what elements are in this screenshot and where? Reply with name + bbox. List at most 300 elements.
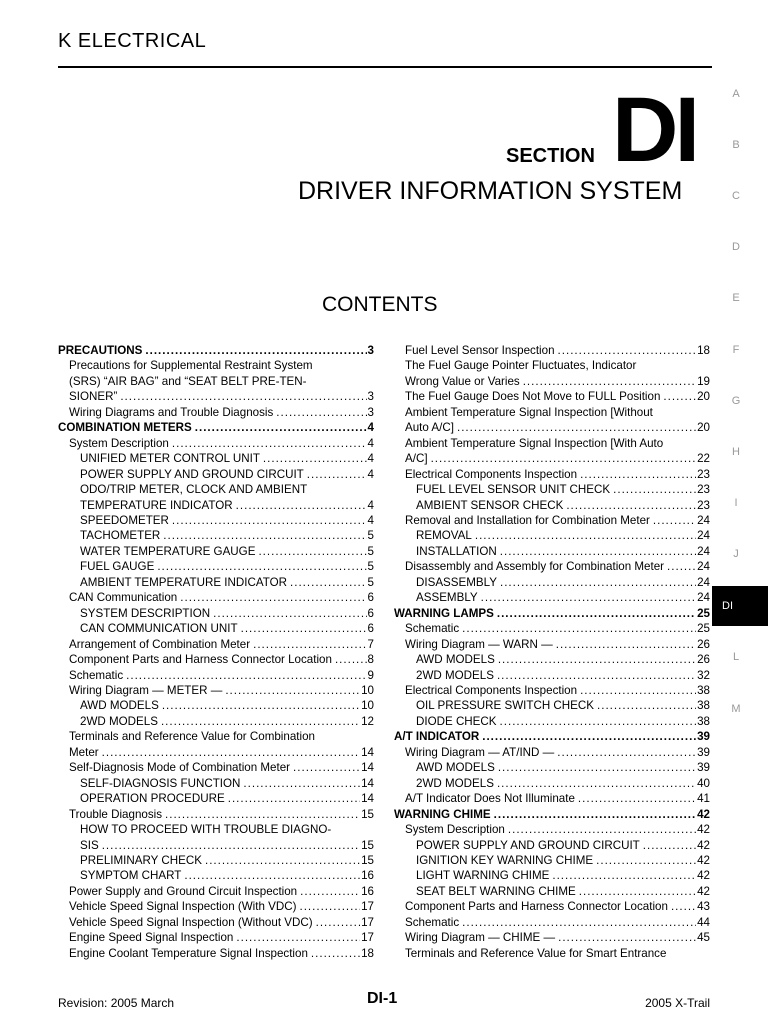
toc-entry-page: 25	[697, 606, 710, 620]
toc-entry-page: 42	[697, 853, 710, 867]
side-index	[723, 0, 753, 1024]
toc-entry-title: PRELIMINARY CHECK	[80, 853, 202, 867]
toc-entry-page: 15	[361, 807, 374, 821]
toc-entry[interactable]	[58, 575, 374, 590]
toc-leader-dots	[162, 698, 360, 713]
toc-entry-page: 16	[361, 884, 374, 898]
toc-entry-title: WARNING CHIME	[394, 807, 491, 821]
toc-leader-dots	[172, 436, 367, 451]
toc-entry-title: OIL PRESSURE SWITCH CHECK	[416, 699, 595, 713]
toc-leader-dots	[580, 467, 696, 482]
toc-leader-dots	[120, 389, 366, 404]
toc-leader-dots	[205, 853, 360, 868]
toc-entry[interactable]	[58, 807, 374, 822]
toc-leader-dots	[523, 374, 696, 389]
toc-leader-dots	[497, 776, 696, 791]
section-code: DI	[612, 79, 696, 181]
toc-entry[interactable]	[394, 575, 710, 590]
toc-entry[interactable]	[394, 451, 710, 466]
toc-entry[interactable]	[394, 899, 710, 914]
toc-entry[interactable]	[394, 637, 710, 652]
toc-leader-dots	[566, 498, 696, 513]
toc-leader-dots	[667, 559, 696, 574]
toc-entry-page: 23	[697, 467, 710, 481]
toc-section-entry[interactable]	[394, 807, 710, 822]
toc-entry-title: Fuel Level Sensor Inspection	[405, 344, 555, 357]
toc-entry-title: TACHOMETER	[80, 529, 161, 543]
toc-entry-page: 15	[361, 853, 374, 867]
toc-entry-page: 18	[361, 946, 374, 960]
toc-entry[interactable]	[394, 822, 710, 837]
toc-entry-line: Ambient Temperature Signal Inspection [Without	[405, 405, 653, 419]
toc-entry[interactable]	[394, 420, 710, 435]
toc-entry[interactable]	[58, 868, 374, 883]
toc-entry-line: The Fuel Gauge Pointer Fluctuates, Indicator	[405, 359, 637, 373]
toc-entry[interactable]	[394, 498, 710, 513]
toc-entry-title: Schematic	[405, 622, 460, 636]
toc-entry-line: (SRS) “AIR BAG” and “SEAT BELT PRE-TEN-	[69, 374, 307, 388]
contents-heading: CONTENTS	[322, 293, 438, 316]
toc-entry-title: DISASSEMBLY	[416, 575, 497, 589]
toc-entry[interactable]	[394, 838, 710, 853]
side-index-letter-h[interactable]: H	[732, 446, 740, 458]
footer-page-number: DI-1	[367, 990, 398, 1007]
toc-entry[interactable]	[58, 853, 374, 868]
toc-entry-page: 43	[697, 900, 710, 914]
toc-entry-title: SELF-DIAGNOSIS FUNCTION	[80, 776, 241, 790]
toc-entry-page: 4	[367, 421, 374, 435]
toc-entry-page: 9	[367, 668, 374, 682]
toc-leader-dots	[462, 915, 696, 930]
toc-entry[interactable]	[58, 389, 374, 404]
toc-leader-dots	[236, 498, 367, 513]
toc-entry-title: PRECAUTIONS	[58, 344, 143, 357]
toc-entry[interactable]	[394, 791, 710, 806]
toc-entry-page: 6	[367, 591, 374, 605]
side-index-letter-e[interactable]: E	[732, 292, 740, 304]
toc-entry-page: 14	[361, 792, 374, 806]
toc-entry-page: 24	[697, 529, 710, 543]
toc-leader-dots	[145, 343, 366, 358]
toc-entry-title: CAN COMMUNICATION UNIT	[80, 622, 238, 636]
toc-entry-page: 15	[361, 838, 374, 852]
toc-entry[interactable]	[58, 838, 374, 853]
toc-leader-dots	[102, 838, 360, 853]
toc-entry-title: SYSTEM DESCRIPTION	[80, 606, 211, 620]
toc-entry-title: WARNING LAMPS	[394, 606, 494, 620]
toc-entry-title: SIONER”	[69, 390, 118, 404]
toc-entry[interactable]	[58, 606, 374, 621]
toc-entry-page: 4	[367, 467, 374, 481]
toc-leader-dots	[497, 606, 696, 621]
toc-entry[interactable]	[58, 528, 374, 543]
toc-leader-dots	[236, 930, 360, 945]
toc-leader-dots	[481, 590, 696, 605]
toc-entry-title: Electrical Components Inspection	[405, 467, 578, 481]
toc-leader-dots	[500, 714, 697, 729]
section-label: SECTION	[506, 145, 595, 167]
toc-leader-dots	[558, 930, 696, 945]
toc-entry-title: AWD MODELS	[416, 761, 495, 775]
toc-entry[interactable]	[394, 760, 710, 775]
toc-entry[interactable]	[394, 652, 710, 667]
toc-entry-title: DIODE CHECK	[416, 714, 497, 728]
toc-leader-dots	[228, 791, 360, 806]
toc-leader-dots	[500, 575, 696, 590]
toc-entry[interactable]	[58, 791, 374, 806]
toc-entry-title: Self-Diagnosis Mode of Combination Meter	[69, 761, 291, 775]
toc-entry-page: 41	[697, 792, 710, 806]
toc-right-column	[394, 343, 710, 961]
toc-entry-line: Ambient Temperature Signal Inspection [With Auto	[405, 436, 664, 450]
toc-entry-page: 5	[367, 575, 374, 589]
toc-entry-title: Wiring Diagram — WARN —	[405, 637, 553, 651]
toc-entry[interactable]	[394, 482, 710, 497]
toc-entry-title: Disassembly and Assembly for Combination Meter	[405, 560, 665, 574]
toc-section-entry[interactable]	[58, 420, 374, 435]
toc-entry-title: Arrangement of Combination Meter	[69, 637, 251, 651]
toc-leader-dots	[498, 760, 696, 775]
toc-leader-dots	[475, 528, 696, 543]
toc-entry-page: 4	[367, 436, 374, 450]
toc-entry-title: Vehicle Speed Signal Inspection (Without VDC)	[69, 915, 313, 929]
toc-entry-title: AWD MODELS	[416, 653, 495, 667]
toc-leader-dots	[300, 884, 360, 899]
toc-entry-line: Precautions for Supplemental Restraint System	[69, 359, 313, 373]
toc-section-entry[interactable]	[394, 729, 710, 744]
toc-entry[interactable]	[58, 513, 374, 528]
toc-entry-page: 24	[697, 513, 710, 527]
toc-entry-title: INSTALLATION	[416, 544, 497, 558]
toc-entry-title: Wiring Diagram — CHIME —	[405, 931, 556, 945]
toc-entry-line: HOW TO PROCEED WITH TROUBLE DIAGNO-	[80, 823, 332, 837]
toc-entry-title: Component Parts and Harness Connector Location	[69, 653, 332, 667]
toc-leader-dots	[457, 420, 696, 435]
toc-leader-dots	[225, 683, 360, 698]
toc-entry-page: 17	[361, 931, 374, 945]
toc-entry[interactable]	[58, 668, 374, 683]
toc-entry-line: ODO/TRIP METER, CLOCK AND AMBIENT	[80, 483, 308, 497]
toc-entry-title: Wrong Value or Varies	[405, 374, 520, 388]
toc-entry-title: LIGHT WARNING CHIME	[416, 869, 550, 883]
toc-entry-title: Schematic	[69, 668, 124, 682]
toc-leader-dots	[643, 838, 696, 853]
side-index-letter-i[interactable]: I	[734, 497, 738, 509]
toc-entry-title: ASSEMBLY	[416, 591, 478, 605]
toc-entry[interactable]	[58, 915, 374, 930]
toc-entry[interactable]	[394, 590, 710, 605]
toc-leader-dots	[613, 482, 696, 497]
toc-entry[interactable]	[58, 683, 374, 698]
toc-entry-page: 38	[697, 683, 710, 697]
toc-entry[interactable]	[58, 899, 374, 914]
toc-entry-page: 24	[697, 544, 710, 558]
toc-entry-title: A/T Indicator Does Not Illuminate	[405, 792, 575, 806]
toc-leader-dots	[462, 621, 696, 636]
side-index-letter-f[interactable]: F	[732, 344, 740, 356]
toc-entry-title: System Description	[405, 823, 505, 837]
toc-leader-dots	[508, 822, 696, 837]
toc-entry-title: Engine Speed Signal Inspection	[69, 931, 234, 945]
toc-entry-title: Wiring Diagram — AT/IND —	[405, 745, 555, 759]
toc-entry-title: POWER SUPPLY AND GROUND CIRCUIT	[80, 467, 304, 481]
toc-leader-dots	[580, 683, 696, 698]
toc-entry-page: 12	[361, 714, 374, 728]
toc-entry[interactable]	[394, 776, 710, 791]
toc-entry-page: 45	[697, 931, 710, 945]
toc-entry-page: 26	[697, 637, 710, 651]
toc-entry-page: 14	[361, 761, 374, 775]
toc-leader-dots	[482, 729, 696, 744]
toc-entry-title: 2WD MODELS	[80, 714, 158, 728]
toc-leader-dots	[172, 513, 367, 528]
toc-entry-page: 38	[697, 714, 710, 728]
side-index-letter-l[interactable]: L	[732, 651, 740, 663]
toc-entry-title: FUEL LEVEL SENSOR UNIT CHECK	[416, 483, 611, 497]
toc-entry-title: Meter	[69, 745, 99, 759]
toc-entry[interactable]	[394, 745, 710, 760]
toc-entry[interactable]	[394, 868, 710, 883]
toc-leader-dots	[556, 637, 696, 652]
toc-leader-dots	[316, 915, 360, 930]
toc-entry-page: 25	[697, 622, 710, 636]
toc-entry-title: Schematic	[405, 915, 460, 929]
toc-entry-line: Terminals and Reference Value for Combination	[69, 730, 315, 744]
toc-leader-dots	[500, 544, 696, 559]
toc-entry-page: 14	[361, 776, 374, 790]
toc-entry-page: 40	[697, 776, 710, 790]
toc-leader-dots	[102, 745, 360, 760]
toc-entry-page: 3	[367, 344, 374, 357]
toc-entry-title: SPEEDOMETER	[80, 513, 169, 527]
toc-entry-title: SYMPTOM CHART	[80, 869, 182, 883]
toc-entry-page: 23	[697, 498, 710, 512]
toc-leader-dots	[195, 420, 367, 435]
toc-entry[interactable]	[58, 652, 374, 667]
toc-entry-page: 14	[361, 745, 374, 759]
toc-entry-title: AMBIENT SENSOR CHECK	[416, 498, 564, 512]
toc-leader-dots	[184, 868, 360, 883]
toc-entry-page: 3	[367, 390, 374, 404]
toc-leader-dots	[552, 868, 696, 883]
toc-entry[interactable]	[394, 683, 710, 698]
toc-entry-title: SIS	[80, 838, 99, 852]
toc-entry[interactable]	[58, 451, 374, 466]
toc-leader-dots	[311, 946, 360, 961]
toc-leader-dots	[241, 621, 367, 636]
toc-entry-line: Terminals and Reference Value for Smart Entrance	[405, 946, 667, 960]
toc-entry-page: 42	[697, 884, 710, 898]
toc-entry[interactable]	[58, 467, 374, 482]
toc-entry-title: Vehicle Speed Signal Inspection (With VDC)	[69, 900, 297, 914]
toc-entry[interactable]	[394, 559, 710, 574]
toc-entry-title: AWD MODELS	[80, 699, 159, 713]
toc-entry-page: 20	[697, 421, 710, 435]
toc-entry[interactable]	[58, 930, 374, 945]
toc-leader-dots	[293, 760, 360, 775]
side-index-letter-g[interactable]: G	[731, 395, 741, 407]
side-index-active-tab[interactable]: DI	[712, 586, 768, 626]
toc-entry-title: FUEL GAUGE	[80, 560, 155, 574]
toc-entry-page: 42	[697, 838, 710, 852]
toc-entry[interactable]	[394, 884, 710, 899]
toc-entry[interactable]	[58, 776, 374, 791]
toc-leader-dots	[253, 637, 366, 652]
toc-entry[interactable]	[394, 343, 710, 358]
toc-entry[interactable]	[394, 544, 710, 559]
toc-entry-page: 5	[367, 560, 374, 574]
side-index-letter-c[interactable]: C	[732, 190, 740, 202]
toc-entry-title: Component Parts and Harness Connector Location	[405, 900, 668, 914]
toc-entry[interactable]	[58, 498, 374, 513]
toc-entry-page: 16	[361, 869, 374, 883]
toc-entry[interactable]	[394, 528, 710, 543]
side-index-letter-a[interactable]: A	[732, 88, 740, 100]
toc-entry-page: 23	[697, 483, 710, 497]
toc-entry-page: 17	[361, 900, 374, 914]
toc-entry-page: 10	[361, 683, 374, 697]
toc-leader-dots	[335, 652, 367, 667]
toc-leader-dots	[157, 559, 366, 574]
toc-leader-dots	[497, 668, 696, 683]
side-index-letter-b[interactable]: B	[732, 139, 740, 151]
toc-entry[interactable]	[58, 621, 374, 636]
toc-entry-title: Engine Coolant Temperature Signal Inspection	[69, 946, 308, 960]
toc-entry[interactable]	[58, 559, 374, 574]
toc-section-entry[interactable]	[58, 343, 374, 358]
toc-entry-page: 39	[697, 761, 710, 775]
toc-entry-page: 7	[367, 637, 374, 651]
header-rule	[58, 66, 712, 68]
toc-leader-dots	[213, 606, 366, 621]
toc-leader-dots	[578, 791, 696, 806]
toc-entry[interactable]	[394, 714, 710, 729]
toc-entry-page: 3	[367, 405, 374, 419]
toc-leader-dots	[307, 467, 367, 482]
toc-leader-dots	[579, 884, 696, 899]
toc-entry[interactable]	[58, 760, 374, 775]
toc-leader-dots	[558, 343, 697, 358]
toc-entry-title: System Description	[69, 436, 169, 450]
toc-entry-title: OPERATION PROCEDURE	[80, 792, 225, 806]
toc-entry-page: 6	[367, 606, 374, 620]
toc-leader-dots	[126, 668, 366, 683]
toc-left-column	[58, 343, 374, 961]
toc-leader-dots	[653, 513, 696, 528]
toc-entry-page: 5	[367, 529, 374, 543]
toc-entry[interactable]	[394, 389, 710, 404]
toc-entry[interactable]	[58, 544, 374, 559]
toc-entry[interactable]	[58, 714, 374, 729]
toc-entry[interactable]	[58, 745, 374, 760]
toc-entry-title: Power Supply and Ground Circuit Inspection	[69, 884, 298, 898]
toc-entry-page: 38	[697, 699, 710, 713]
toc-leader-dots	[498, 652, 696, 667]
toc-entry-title: Auto A/C]	[405, 421, 454, 435]
toc-section-entry[interactable]	[394, 606, 710, 621]
toc-entry-page: 20	[697, 390, 710, 404]
toc-entry[interactable]	[394, 698, 710, 713]
toc-entry-page: 10	[361, 699, 374, 713]
toc-entry[interactable]	[394, 668, 710, 683]
toc-leader-dots	[557, 745, 696, 760]
toc-leader-dots	[163, 528, 366, 543]
toc-entry-title: WATER TEMPERATURE GAUGE	[80, 544, 256, 558]
toc-entry[interactable]	[58, 590, 374, 605]
toc-entry-page: 42	[697, 807, 710, 821]
toc-entry-title: IGNITION KEY WARNING CHIME	[416, 853, 594, 867]
side-index-letter-d[interactable]: D	[732, 241, 740, 253]
toc-entry[interactable]	[394, 513, 710, 528]
toc-entry-title: 2WD MODELS	[416, 776, 494, 790]
toc-entry[interactable]	[394, 930, 710, 945]
toc-entry-title: Wiring Diagram — METER —	[69, 683, 223, 697]
toc-entry-title: Electrical Components Inspection	[405, 683, 578, 697]
toc-leader-dots	[597, 698, 696, 713]
toc-entry-title: Wiring Diagrams and Trouble Diagnosis	[69, 405, 274, 419]
toc-entry[interactable]	[58, 946, 374, 961]
toc-entry-title: SEAT BELT WARNING CHIME	[416, 884, 576, 898]
toc-entry[interactable]	[58, 698, 374, 713]
chapter-title: K ELECTRICAL	[58, 30, 207, 52]
toc-entry-page: 24	[697, 575, 710, 589]
toc-entry[interactable]	[394, 374, 710, 389]
toc-entry-page: 42	[697, 869, 710, 883]
toc-leader-dots	[494, 807, 696, 822]
toc-entry-title: COMBINATION METERS	[58, 421, 192, 435]
toc-entry-page: 22	[697, 452, 710, 466]
toc-entry-title: REMOVAL	[416, 529, 472, 543]
toc-entry[interactable]	[58, 405, 374, 420]
toc-entry-title: Trouble Diagnosis	[69, 807, 163, 821]
toc-entry-page: 6	[367, 622, 374, 636]
toc-entry-page: 39	[697, 745, 710, 759]
toc-entry-page: 24	[697, 591, 710, 605]
toc-leader-dots	[276, 405, 366, 420]
toc-entry-page: 4	[367, 513, 374, 527]
toc-entry-title: TEMPERATURE INDICATOR	[80, 498, 233, 512]
toc-entry[interactable]	[58, 436, 374, 451]
toc-entry[interactable]	[394, 853, 710, 868]
toc-entry-page: 18	[697, 344, 710, 357]
toc-entry-page: 4	[367, 452, 374, 466]
toc-entry-page: 17	[361, 915, 374, 929]
toc-entry[interactable]	[394, 621, 710, 636]
toc-leader-dots	[431, 451, 697, 466]
toc-leader-dots	[165, 807, 360, 822]
toc-entry-page: 42	[697, 823, 710, 837]
toc-entry-title: POWER SUPPLY AND GROUND CIRCUIT	[416, 838, 640, 852]
toc-entry-page: 39	[697, 730, 710, 744]
toc-entry-page: 26	[697, 653, 710, 667]
footer-revision: Revision: 2005 March	[58, 996, 175, 1010]
toc-entry[interactable]	[394, 467, 710, 482]
side-index-letter-m[interactable]: M	[731, 703, 741, 715]
toc-leader-dots	[663, 389, 696, 404]
toc-entry-title: A/T INDICATOR	[394, 730, 480, 744]
toc-leader-dots	[299, 899, 360, 914]
toc-entry-title: 2WD MODELS	[416, 668, 494, 682]
side-index-letter-j[interactable]: J	[733, 548, 739, 560]
toc-entry-title: AMBIENT TEMPERATURE INDICATOR	[80, 575, 287, 589]
toc-entry[interactable]	[58, 637, 374, 652]
toc-entry[interactable]	[394, 915, 710, 930]
toc-entry[interactable]	[58, 884, 374, 899]
toc-leader-dots	[161, 714, 360, 729]
toc-leader-dots	[596, 853, 696, 868]
toc-entry-page: 44	[697, 915, 710, 929]
toc-leader-dots	[180, 590, 366, 605]
